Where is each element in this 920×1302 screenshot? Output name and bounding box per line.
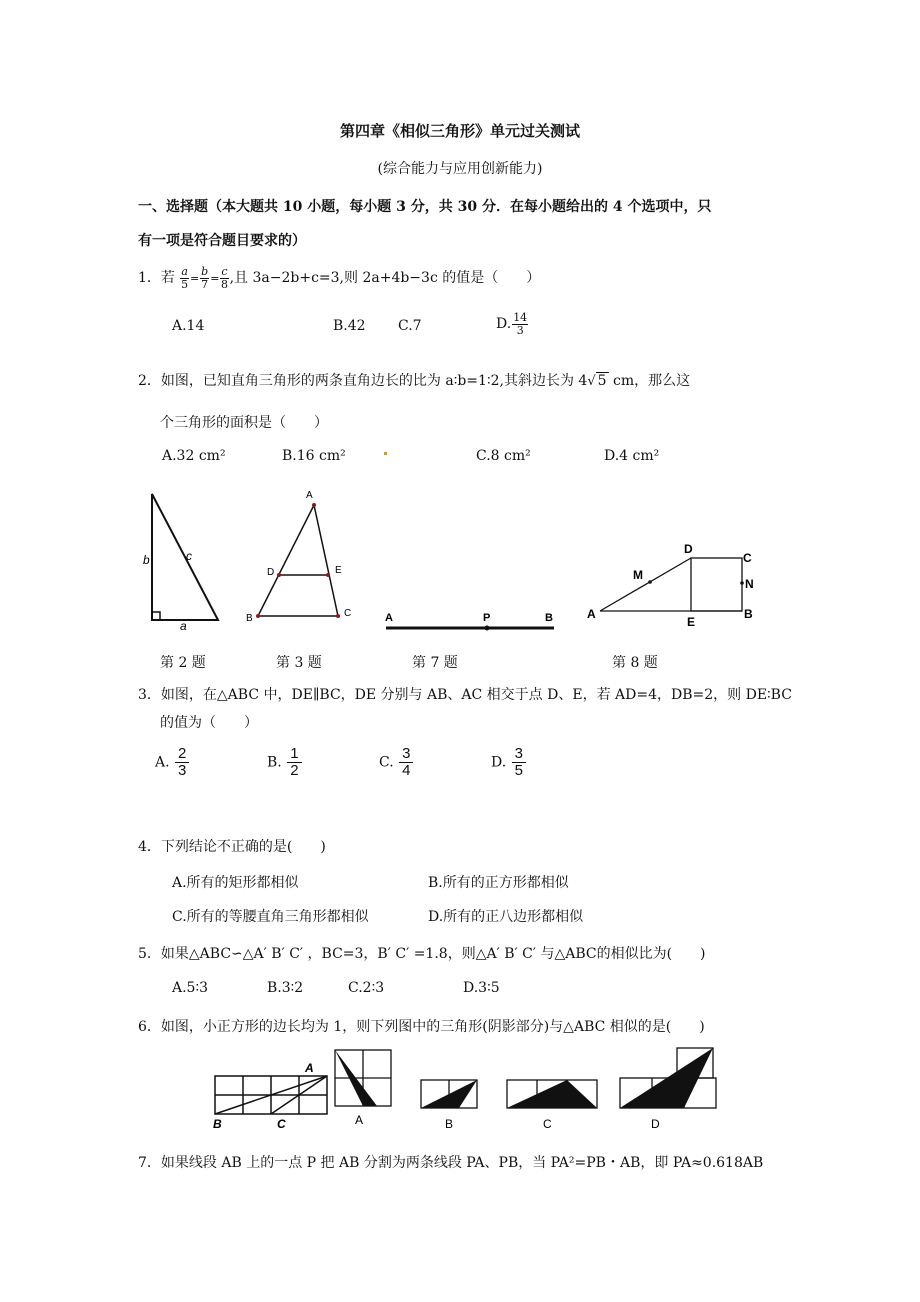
q3-option-c: C. $\frac{3}{4}$: [379, 746, 414, 779]
fig8-point-m: [648, 580, 652, 584]
q5-option-d: D.3∶5: [463, 980, 500, 996]
fig6-label-c: C: [277, 1117, 286, 1131]
question-2-line1: 2．如图，已知直角三角形的两条直角边长的比为 a∶b=1∶2,其斜边长为 4√ 5 cm，那么这: [138, 373, 691, 389]
fig8-label-n: N: [745, 577, 754, 591]
fig2-triangle: [152, 494, 218, 620]
fig2-label-a: a: [180, 619, 187, 633]
fig3-label-b: B: [246, 613, 253, 624]
q3-option-b: B. $\frac{1}{2}$: [267, 746, 303, 779]
fig3-point-a: [312, 503, 316, 507]
q3-option-a: A. $\frac{2}{3}$: [155, 746, 190, 779]
fig8-label-b: B: [744, 607, 753, 621]
q3-option-d: D. $\frac{3}{5}$: [491, 746, 527, 779]
q1-option-b: B.42: [333, 318, 366, 334]
fig6-option-a-label: A: [355, 1113, 364, 1127]
q4-option-c: C.所有的等腰直角三角形都相似: [172, 909, 369, 925]
fig7-label-a: A: [385, 612, 393, 624]
q1-fraction-b: $\frac{b}{7}$: [201, 265, 209, 291]
fig3-label-d: D: [267, 567, 275, 578]
fig8-label-a: A: [587, 607, 596, 621]
fig6-label-a: A: [305, 1061, 314, 1075]
figure-2-right-triangle: [140, 490, 230, 633]
question-3-line2: 的值为（ ）: [160, 715, 258, 731]
q2-option-a: A.32 cm²: [162, 448, 226, 464]
page-subtitle: (综合能力与应用创新能力): [377, 161, 543, 177]
fig8-label-c: C: [743, 551, 752, 565]
question-3-line1: 3．如图，在△ABC 中，DE∥BC，DE 分别与 AB、AC 相交于点 D、E，若 AD=4，DB=2，则 DE∶BC: [138, 687, 792, 703]
fig7-label-b: B: [545, 612, 553, 624]
fig2-label-b: b: [143, 553, 150, 567]
q1-fraction-a: $\frac{a}{5}$: [181, 265, 189, 291]
q5-option-b: B.3∶2: [267, 980, 304, 996]
q2-option-d: D.4 cm²: [604, 448, 660, 464]
q1-fraction-c: $\frac{c}{8}$: [221, 265, 228, 291]
fig6-option-c-label: C: [543, 1117, 552, 1131]
fig2-right-angle-mark: [152, 612, 160, 620]
fig3-point-c: [336, 614, 340, 618]
question-6-stem: 6．如图，小正方形的边长均为 1，则下列图中的三角形(阴影部分)与△ABC 相似的是( ): [138, 1019, 705, 1035]
q1-option-a: A.14: [172, 318, 205, 334]
fig3-label-c: C: [344, 608, 352, 619]
fig8-label-e: E: [687, 615, 696, 629]
fig6-option-b-label: B: [445, 1117, 454, 1131]
fig2-caption: 第 2 题: [160, 655, 206, 671]
fig7-caption: 第 7 题: [412, 655, 458, 671]
q1-rest: ,且 3a−2b+c=3,则 2a+4b−3c 的值是（ ）: [229, 270, 541, 287]
q1-eq1: =: [189, 272, 200, 286]
q5-option-a: A.5∶3: [172, 980, 209, 996]
figure-8: [585, 538, 765, 633]
question-5-stem: 5．如果△ABC∽△A′ B′ C′ ，BC=3，B′ C′ =1.8，则△A′ B′ C′ 与△ABC的相似比为( ): [138, 946, 706, 962]
q2-option-c: C.8 cm²: [476, 448, 531, 464]
q1-num: 1．若: [138, 270, 175, 287]
stray-dot: [384, 452, 387, 455]
figure-6-grid-triangles: [205, 1046, 725, 1132]
q4-option-d: D.所有的正八边形都相似: [428, 909, 584, 925]
fig3-caption: 第 3 题: [276, 655, 322, 671]
fig2-label-c: c: [186, 549, 192, 563]
fig8-label-d: D: [684, 542, 693, 556]
fig8-square: [691, 558, 742, 611]
fig7-point-p: [485, 626, 490, 631]
fig3-label-a: A: [306, 490, 313, 501]
fig6-option-d-label: D: [651, 1117, 660, 1131]
fig3-label-e: E: [335, 565, 342, 576]
section-heading-line2: 有一项是符合题目要求的）: [138, 233, 306, 249]
fig8-label-m: M: [633, 568, 643, 582]
question-7-line1: 7．如果线段 AB 上的一点 P 把 AB 分割为两条线段 PA、PB，当 PA²=PB・AB，即 PA≈0.618AB: [138, 1155, 764, 1171]
fig6-reference-grid: [215, 1076, 327, 1114]
fig3-point-d: [277, 573, 281, 577]
fig7-label-p: P: [483, 612, 491, 624]
q2-option-b: B.16 cm²: [282, 448, 346, 464]
section-heading-line1: 一、选择题（本大题共 10 小题，每小题 3 分，共 30 分．在每小题给出的 4 个选项中，只: [138, 199, 712, 215]
figure-3-triangle-de-bc: [240, 485, 360, 630]
figure-7-segment: [380, 605, 560, 635]
q4-option-a: A.所有的矩形都相似: [172, 875, 299, 891]
fig6-label-b: B: [213, 1117, 222, 1131]
page-title: 第四章《相似三角形》单元过关测试: [339, 122, 580, 140]
fig3-point-e: [326, 573, 330, 577]
fig8-line-ad: [600, 558, 691, 611]
fig6-option-c-shaded: [507, 1080, 597, 1108]
fig8-caption: 第 8 题: [612, 655, 658, 671]
q1-eq2: =: [210, 272, 220, 286]
question-4-stem: 4．下列结论不正确的是( ): [138, 839, 326, 855]
q2-sqrt-value: 5: [597, 373, 607, 389]
question-2-line2: 个三角形的面积是（ ）: [160, 415, 328, 431]
fig8-point-n: [740, 581, 744, 585]
fig3-point-b: [256, 614, 260, 618]
q1-option-c: C.7: [398, 318, 422, 334]
q1-option-d: D. $\frac{14}{3}$: [496, 311, 528, 337]
q4-option-b: B.所有的正方形都相似: [428, 875, 569, 891]
fig3-triangle: [258, 505, 338, 616]
question-1-stem: [138, 266, 540, 290]
q5-option-c: C.2∶3: [348, 980, 385, 996]
